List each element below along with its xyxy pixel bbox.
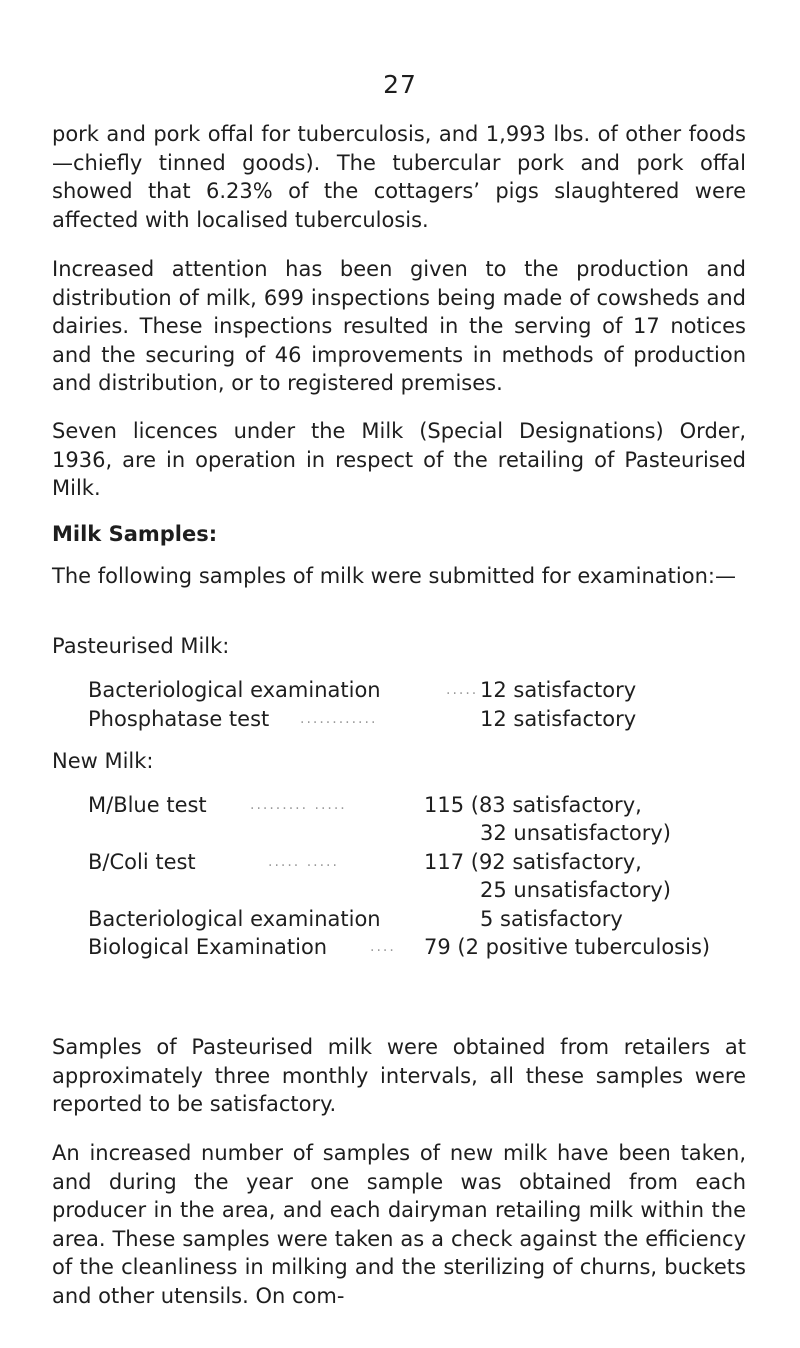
leader-dots: ............ [300, 711, 378, 727]
sample-label: Biological Examination [88, 935, 328, 959]
leader-dots: ......... ..... [250, 797, 347, 813]
sample-label: Phosphatase test [88, 707, 270, 731]
page-number: 27 [383, 70, 417, 99]
paragraph-pasteurised-samples: Samples of Pasteurised milk were obtained from retailers at approximately three monthly intervals, all these samples were reported to be satisfactory. [52, 1035, 746, 1116]
paragraph-samples-intro: The following samples of milk were submitted for examination:— [52, 564, 736, 588]
sample-label: Bacteriological examination [88, 678, 381, 702]
paragraph-milk-inspections: Increased attention has been given to the production and distribution of milk, 699 inspections being made of cowsheds and dairies. These inspections resulted in the serving of 17 notices and the securing of 46 improvements in methods of production and distribution, or to registered premises. [52, 257, 746, 395]
sample-label: M/Blue test [88, 793, 207, 817]
leader-dots: ..... ..... [268, 854, 339, 870]
sample-value: 79 (2 positive tuberculosis) [424, 935, 711, 959]
paragraph-tuberculosis: pork and pork offal for tuberculosis, and 1,993 lbs. of other foods—chiefly tinned goods). The tubercular pork and pork offal showed that 6.23% of the cottagers’ pigs slaughtered were affected with localised tuberculosis. [52, 122, 746, 232]
sample-value: 12 satisfactory [480, 707, 637, 731]
new-milk-heading: New Milk: [52, 749, 154, 773]
sample-value-continued: 25 unsatisfactory) [480, 878, 671, 902]
paragraph-licences: Seven licences under the Milk (Special Designations) Order, 1936, are in operation in respect of the retailing of Pasteurised Milk. [52, 419, 746, 500]
sample-value: 115 (83 satisfactory, [424, 793, 642, 817]
sample-value: 5 satisfactory [480, 907, 623, 931]
sample-value: 117 (92 satisfactory, [424, 850, 642, 874]
paragraph-new-milk-samples: An increased number of samples of new milk have been taken, and during the year one sample was obtained from each producer in the area, and each dairyman retailing milk within the area. These samples were taken as a check against the efficiency of the cleanliness in milking and the sterilizing of churns, buckets and other utensils. On com- [52, 1141, 746, 1308]
leader-dots: ..... [446, 682, 479, 698]
milk-samples-heading: Milk Samples: [52, 522, 218, 546]
sample-label: Bacteriological examination [88, 907, 381, 931]
leader-dots: .... [370, 939, 396, 955]
sample-label: B/Coli test [88, 850, 196, 874]
sample-value: 12 satisfactory [480, 678, 637, 702]
sample-value-continued: 32 unsatisfactory) [480, 821, 671, 845]
pasteurised-milk-heading: Pasteurised Milk: [52, 634, 230, 658]
